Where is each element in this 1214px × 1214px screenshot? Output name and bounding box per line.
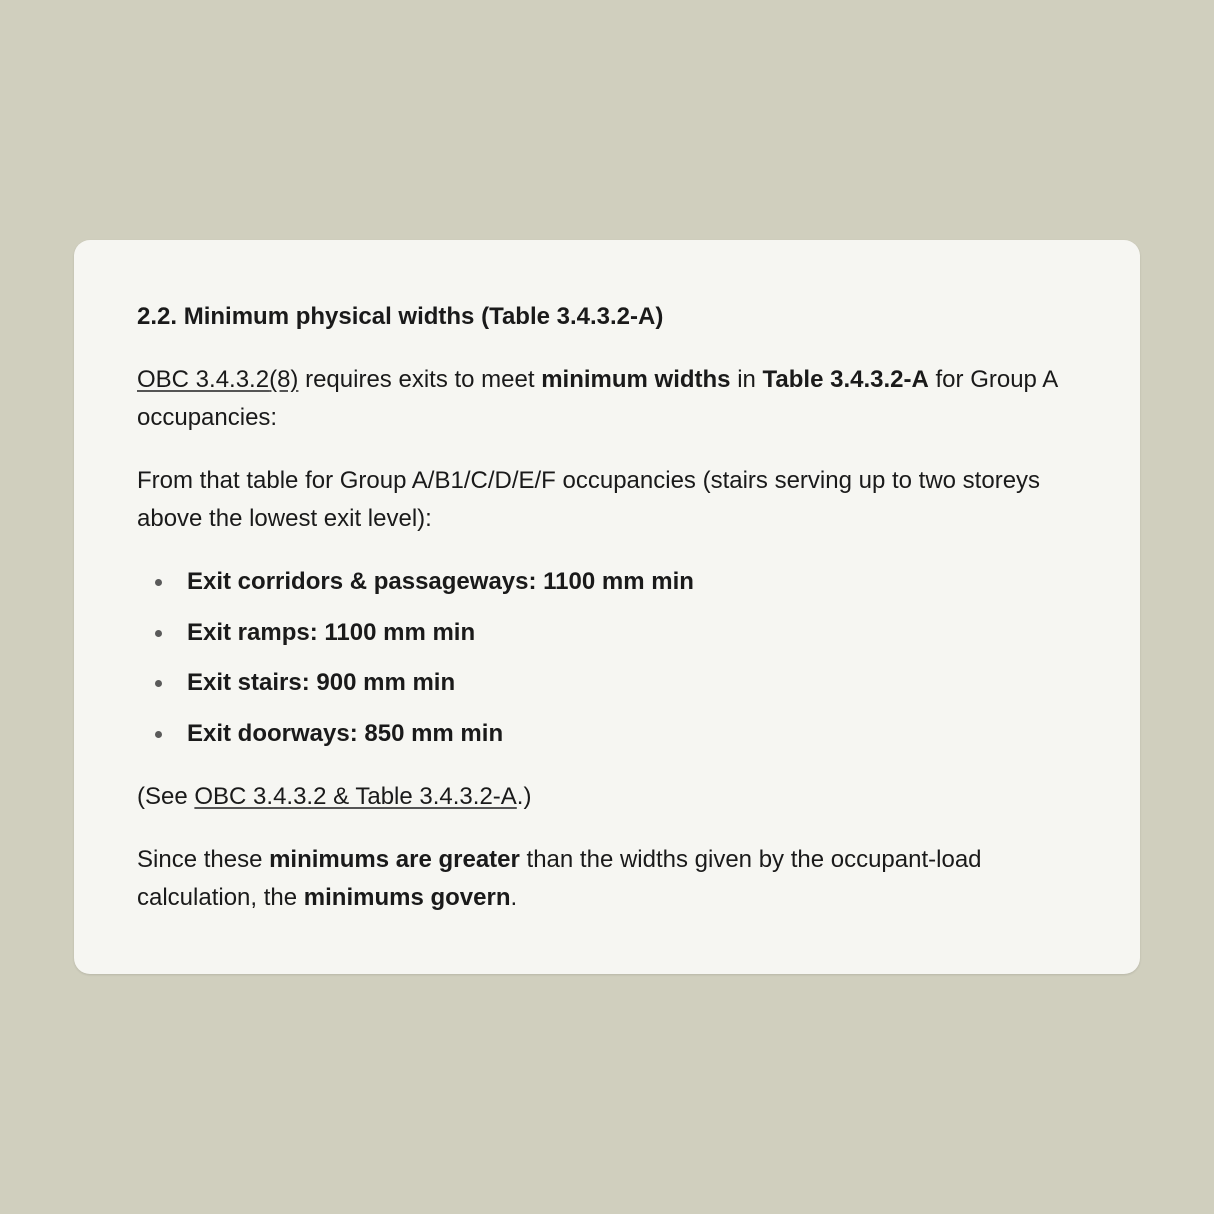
list-item: Exit corridors & passageways: 1100 mm min [187, 563, 1077, 601]
intro-bold-2: Table 3.4.3.2-A [762, 366, 929, 393]
section-heading: 2.2. Minimum physical widths (Table 3.4.3.2-A) [137, 303, 664, 330]
intro-text-1: requires exits to meet [298, 366, 542, 393]
list-item: Exit stairs: 900 mm min [187, 664, 1077, 702]
intro-text-3: for Group A occupancies: [137, 366, 1057, 431]
obc-table-link[interactable]: OBC 3.4.3.2 & Table 3.4.3.2-A [194, 782, 517, 810]
see-prefix: (See [137, 782, 195, 810]
list-item: Exit doorways: 850 mm min [187, 715, 1077, 753]
see-suffix: .) [516, 782, 532, 810]
context-paragraph: From that table for Group A/B1/C/D/E/F occupancies (stairs serving up to two storeys above the lowest exit level): [137, 467, 1041, 532]
conclusion-text-1: Since these [137, 845, 270, 873]
intro-paragraph [137, 361, 1077, 437]
conclusion-bold-1: minimums are greater [269, 845, 520, 873]
conclusion-text-3: . [510, 883, 518, 911]
conclusion-paragraph [137, 841, 1077, 917]
obc-subsection-link[interactable]: (8) [269, 366, 299, 393]
widths-list [137, 563, 1077, 753]
list-item: Exit ramps: 1100 mm min [187, 614, 1077, 652]
conclusion-text-2: than the widths given by the occupant-load calculation, the [137, 845, 982, 911]
see-reference [137, 778, 1077, 816]
obc-link[interactable]: OBC 3.4.3.2 [137, 366, 270, 393]
intro-text-2: in [730, 366, 763, 393]
conclusion-bold-2: minimums govern [303, 883, 511, 911]
intro-bold-1: minimum widths [541, 366, 731, 393]
content-card [74, 240, 1140, 974]
